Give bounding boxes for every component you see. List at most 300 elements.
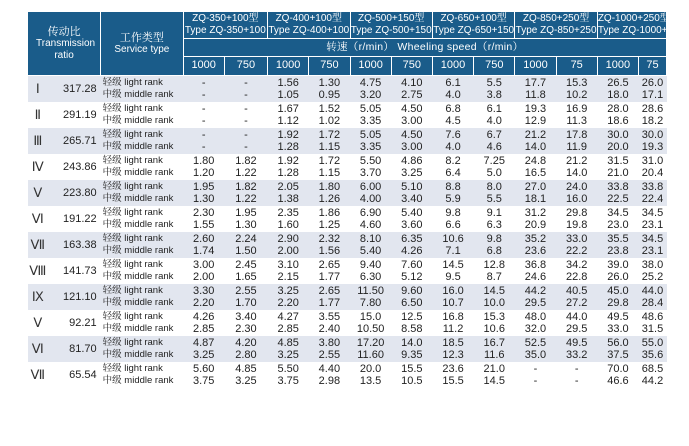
- gear-stage-numeral: Ⅸ: [28, 284, 49, 310]
- middle-rank-speed: -: [201, 115, 206, 127]
- middle-rank-speed: 1.77: [318, 271, 341, 283]
- light-rank-speed: 4.50: [401, 129, 423, 141]
- speed-value-cell: [268, 76, 309, 103]
- light-rank-speed: -: [244, 129, 248, 141]
- light-rank-speed: 68.5: [641, 363, 664, 375]
- middle-rank-speed: 1.38: [277, 193, 299, 205]
- service-header-en: Service type: [114, 43, 170, 55]
- light-rank-speed: 4.85: [235, 363, 257, 375]
- speed-value-cell: [474, 128, 515, 154]
- light-rank-speed: 2.60: [192, 233, 215, 245]
- light-rank-label: 轻级 light rank: [102, 259, 163, 270]
- speed-value-cell: [350, 180, 391, 206]
- speed-value-cell: [309, 258, 350, 284]
- light-rank-speed: 45.0: [607, 285, 629, 297]
- light-rank-speed: 1.80: [318, 181, 341, 193]
- light-rank-speed: 36.8: [524, 259, 547, 271]
- middle-rank-speed: 1.70: [235, 297, 257, 309]
- table-row: [28, 180, 667, 206]
- middle-rank-speed: 10.5: [401, 375, 423, 387]
- light-rank-speed: 19.3: [524, 103, 547, 115]
- light-rank-speed: 23.6: [442, 363, 464, 375]
- rpm-header-cell: 1000: [268, 57, 309, 76]
- speed-value-cell: [639, 206, 667, 232]
- speed-value-cell: [224, 180, 267, 206]
- speed-value-cell: [183, 102, 224, 128]
- middle-rank-speed: 3.25: [401, 167, 423, 179]
- light-rank-speed: 33.8: [641, 181, 664, 193]
- transmission-ratio-value: 291.19: [48, 102, 101, 128]
- rpm-header-cell: 1000: [183, 57, 224, 76]
- light-rank-speed: 4.86: [401, 155, 423, 167]
- speed-value-cell: [474, 284, 515, 310]
- speed-value-cell: [309, 154, 350, 180]
- middle-rank-speed: 9.5: [445, 271, 461, 283]
- middle-rank-speed: 23.8: [607, 245, 629, 257]
- speed-value-cell: [639, 336, 667, 362]
- middle-rank-speed: 1.15: [318, 141, 341, 153]
- middle-rank-label: 中级 middle rank: [102, 375, 174, 386]
- middle-rank-speed: 1.15: [318, 167, 341, 179]
- light-rank-speed: 9.60: [401, 285, 423, 297]
- light-rank-speed: 34.5: [641, 207, 664, 219]
- service-type-cell: [101, 206, 183, 232]
- transmission-ratio-value: 163.38: [48, 232, 101, 258]
- speed-value-cell: [556, 310, 597, 336]
- middle-rank-speed: 6.50: [401, 297, 423, 309]
- light-rank-speed: 44.0: [641, 285, 664, 297]
- light-rank-speed: 35.2: [524, 233, 547, 245]
- light-rank-speed: 15.3: [565, 77, 588, 89]
- light-rank-speed: 24.8: [524, 155, 547, 167]
- light-rank-speed: 9.8: [486, 233, 502, 245]
- middle-rank-speed: 2.00: [192, 271, 215, 283]
- light-rank-speed: 1.80: [192, 155, 215, 167]
- middle-rank-speed: 26.0: [607, 271, 629, 283]
- light-rank-speed: 1.67: [277, 103, 299, 115]
- middle-rank-label: 中级 middle rank: [102, 89, 174, 100]
- table-row: [28, 128, 667, 154]
- middle-rank-speed: 1.28: [277, 167, 299, 179]
- light-rank-speed: 3.25: [277, 285, 299, 297]
- service-type-cell: [101, 180, 183, 206]
- light-rank-speed: -: [201, 77, 206, 89]
- light-rank-speed: 4.87: [192, 337, 215, 349]
- middle-rank-speed: 22.8: [565, 271, 588, 283]
- light-rank-speed: 5.40: [401, 207, 423, 219]
- speed-value-cell: [268, 310, 309, 336]
- reducer-speed-table: [27, 11, 685, 388]
- light-rank-speed: 1.72: [318, 129, 341, 141]
- light-rank-speed: 2.30: [192, 207, 215, 219]
- middle-rank-speed: 1.28: [277, 141, 299, 153]
- light-rank-speed: 6.1: [486, 103, 502, 115]
- middle-rank-speed: 3.25: [277, 349, 299, 361]
- speed-value-cell: [224, 206, 267, 232]
- table-row: [28, 362, 667, 388]
- speed-value-cell: [515, 310, 556, 336]
- light-rank-speed: 3.55: [318, 311, 341, 323]
- middle-rank-speed: 22.2: [565, 245, 588, 257]
- speed-value-cell: [391, 284, 432, 310]
- model-name-en: Type ZQ-400+100: [268, 25, 350, 36]
- speed-value-cell: [309, 76, 350, 103]
- middle-rank-speed: 2.30: [235, 323, 257, 335]
- middle-rank-speed: 5.0: [486, 167, 502, 179]
- speed-value-cell: [432, 284, 473, 310]
- rpm-header-cell: 75: [556, 57, 597, 76]
- light-rank-speed: 3.00: [192, 259, 215, 271]
- service-type-cell: [101, 76, 183, 103]
- middle-rank-speed: 6.8: [486, 245, 502, 257]
- middle-rank-speed: 23.6: [524, 245, 547, 257]
- speed-value-cell: [639, 154, 667, 180]
- light-rank-speed: 6.00: [359, 181, 382, 193]
- speed-value-cell: [183, 258, 224, 284]
- speed-value-cell: [391, 232, 432, 258]
- middle-rank-speed: 10.6: [483, 323, 505, 335]
- middle-rank-speed: 3.75: [192, 375, 215, 387]
- middle-rank-speed: 2.40: [318, 323, 341, 335]
- middle-rank-speed: 28.4: [641, 297, 664, 309]
- light-rank-speed: 17.8: [565, 129, 588, 141]
- light-rank-speed: 31.0: [641, 155, 664, 167]
- middle-rank-speed: 18.1: [524, 193, 547, 205]
- gear-stage-numeral: Ⅱ: [28, 102, 49, 128]
- middle-rank-speed: 1.02: [318, 115, 341, 127]
- speed-value-cell: [432, 336, 473, 362]
- middle-rank-speed: 37.5: [607, 349, 629, 361]
- middle-rank-speed: 23.1: [641, 219, 664, 231]
- speed-value-cell: [597, 154, 638, 180]
- middle-rank-speed: 1.55: [192, 219, 215, 231]
- middle-rank-speed: -: [574, 375, 579, 387]
- gear-stage-numeral: Ⅴ: [28, 180, 49, 206]
- service-type-cell: [101, 362, 183, 388]
- light-rank-speed: 8.2: [445, 155, 461, 167]
- middle-rank-speed: 3.40: [401, 193, 423, 205]
- light-rank-speed: 49.5: [607, 311, 629, 323]
- light-rank-speed: 16.0: [442, 285, 464, 297]
- table-header: [28, 12, 685, 76]
- light-rank-speed: 4.75: [359, 77, 382, 89]
- model-name-en: Type ZQ-650+150: [433, 25, 515, 36]
- light-rank-speed: -: [201, 103, 206, 115]
- middle-rank-speed: 6.4: [445, 167, 461, 179]
- speed-value-cell: [309, 336, 350, 362]
- speed-value-cell: [268, 154, 309, 180]
- middle-rank-speed: 4.00: [359, 193, 382, 205]
- light-rank-speed: 2.45: [235, 259, 257, 271]
- middle-rank-speed: 20.9: [524, 219, 547, 231]
- gear-stage-numeral: Ⅳ: [28, 154, 49, 180]
- transmission-ratio-value: 223.80: [48, 180, 101, 206]
- light-rank-speed: 6.90: [359, 207, 382, 219]
- light-rank-label: 轻级 light rank: [102, 207, 163, 218]
- light-rank-speed: 34.5: [641, 233, 664, 245]
- speed-value-cell: [309, 310, 350, 336]
- middle-rank-speed: -: [244, 115, 248, 127]
- light-rank-speed: 40.5: [565, 285, 588, 297]
- middle-rank-speed: 31.5: [641, 323, 664, 335]
- speed-value-cell: [474, 336, 515, 362]
- middle-rank-speed: 2.20: [192, 297, 215, 309]
- middle-rank-speed: 8.58: [401, 323, 423, 335]
- light-rank-speed: 1.95: [192, 181, 215, 193]
- model-name-en: Type ZQ-350+100: [184, 25, 266, 36]
- middle-rank-speed: 3.70: [359, 167, 382, 179]
- speed-value-cell: [639, 310, 667, 336]
- light-rank-speed: 35.5: [607, 233, 629, 245]
- light-rank-speed: 14.5: [442, 259, 464, 271]
- light-rank-speed: 48.0: [524, 311, 547, 323]
- speed-value-cell: [224, 362, 267, 388]
- middle-rank-label: 中级 middle rank: [102, 323, 174, 334]
- light-rank-label: 轻级 light rank: [102, 311, 163, 322]
- light-rank-speed: 52.5: [524, 337, 547, 349]
- middle-rank-speed: 3.00: [401, 115, 423, 127]
- model-header: [183, 12, 267, 39]
- middle-rank-speed: 29.5: [524, 297, 547, 309]
- middle-rank-label: 中级 middle rank: [102, 193, 174, 204]
- table-row: [28, 232, 667, 258]
- speed-value-cell: [224, 336, 267, 362]
- middle-rank-speed: 3.20: [359, 89, 382, 101]
- middle-rank-speed: 2.55: [318, 349, 341, 361]
- light-rank-speed: 27.0: [524, 181, 547, 193]
- middle-rank-speed: 1.22: [235, 193, 257, 205]
- speed-value-cell: [268, 232, 309, 258]
- light-rank-speed: 21.2: [565, 155, 588, 167]
- speed-value-cell: [183, 154, 224, 180]
- middle-rank-speed: 4.0: [445, 89, 461, 101]
- light-rank-speed: 1.56: [277, 77, 299, 89]
- speed-value-cell: [391, 128, 432, 154]
- model-name-cn: ZQ-1000+250型: [597, 13, 670, 24]
- speed-value-cell: [639, 232, 667, 258]
- speed-value-cell: [224, 258, 267, 284]
- light-rank-speed: 6.35: [401, 233, 423, 245]
- light-rank-speed: 5.60: [192, 363, 215, 375]
- light-rank-speed: 5.50: [277, 363, 299, 375]
- middle-rank-label: 中级 middle rank: [102, 349, 174, 360]
- light-rank-speed: 39.0: [607, 259, 629, 271]
- middle-rank-speed: 3.35: [359, 115, 382, 127]
- speed-value-cell: [432, 232, 473, 258]
- middle-rank-speed: 14.0: [524, 141, 547, 153]
- rpm-header-cell: 1000: [432, 57, 473, 76]
- light-rank-speed: 16.8: [442, 311, 464, 323]
- middle-rank-speed: 10.0: [483, 297, 505, 309]
- middle-rank-speed: 1.77: [318, 297, 341, 309]
- light-rank-speed: 17.20: [356, 337, 385, 349]
- light-rank-speed: 2.65: [318, 285, 341, 297]
- speed-value-cell: [474, 76, 515, 103]
- middle-rank-speed: 35.0: [524, 349, 547, 361]
- light-rank-label: 轻级 light rank: [102, 337, 163, 348]
- light-rank-label: 轻级 light rank: [102, 77, 163, 88]
- table-row: [28, 336, 667, 362]
- light-rank-speed: 4.10: [401, 77, 423, 89]
- speed-value-cell: [183, 180, 224, 206]
- light-rank-speed: -: [244, 103, 248, 115]
- light-rank-speed: 8.10: [359, 233, 382, 245]
- transmission-ratio-value: 317.28: [48, 76, 101, 103]
- gear-stage-numeral: Ⅴ: [28, 310, 49, 336]
- middle-rank-speed: 11.60: [357, 349, 384, 361]
- middle-rank-speed: 23.0: [607, 219, 629, 231]
- gear-stage-numeral: Ⅵ: [28, 336, 49, 362]
- light-rank-speed: 1.92: [277, 129, 299, 141]
- middle-rank-label: 中级 middle rank: [102, 271, 174, 282]
- middle-rank-speed: 2.98: [318, 375, 341, 387]
- speed-value-cell: [597, 206, 638, 232]
- transmission-ratio-value: 121.10: [48, 284, 101, 310]
- middle-rank-speed: 3.75: [277, 375, 299, 387]
- service-type-cell: [101, 284, 183, 310]
- middle-rank-speed: 0.95: [318, 89, 341, 101]
- middle-rank-speed: 19.3: [641, 141, 664, 153]
- middle-rank-speed: 1.25: [318, 219, 341, 231]
- speed-value-cell: [515, 362, 556, 388]
- speed-value-cell: [183, 310, 224, 336]
- speed-value-cell: [268, 180, 309, 206]
- speed-value-cell: [474, 258, 515, 284]
- gear-stage-numeral: Ⅷ: [28, 258, 49, 284]
- light-rank-speed: 31.5: [607, 155, 629, 167]
- speed-value-cell: [268, 336, 309, 362]
- light-rank-speed: 12.8: [483, 259, 505, 271]
- middle-rank-speed: 5.12: [401, 271, 423, 283]
- light-rank-speed: 38.0: [641, 259, 664, 271]
- light-rank-speed: 8.0: [486, 181, 502, 193]
- light-rank-speed: 18.5: [442, 337, 464, 349]
- speed-value-cell: [183, 206, 224, 232]
- light-rank-speed: 5.5: [486, 77, 502, 89]
- light-rank-speed: 4.27: [277, 311, 299, 323]
- light-rank-speed: 44.0: [565, 311, 588, 323]
- speed-value-cell: [391, 154, 432, 180]
- middle-rank-speed: 4.26: [401, 245, 423, 257]
- speed-value-cell: [350, 154, 391, 180]
- speed-value-cell: [224, 102, 267, 128]
- speed-value-cell: [268, 102, 309, 128]
- middle-rank-speed: 3.00: [401, 141, 423, 153]
- middle-rank-speed: 1.22: [235, 167, 257, 179]
- service-type-cell: [101, 154, 183, 180]
- speed-value-cell: [515, 76, 556, 103]
- speed-value-cell: [556, 232, 597, 258]
- speed-value-cell: [432, 362, 473, 388]
- middle-rank-speed: 29.8: [607, 297, 629, 309]
- speed-value-cell: [515, 284, 556, 310]
- middle-rank-speed: 8.7: [486, 271, 502, 283]
- model-name-cn: ZQ-850+250型: [522, 13, 590, 24]
- middle-rank-speed: 11.9: [566, 141, 587, 153]
- middle-rank-speed: 32.0: [524, 323, 547, 335]
- light-rank-speed: 16.7: [483, 337, 505, 349]
- rpm-header-cell: 750: [474, 57, 515, 76]
- middle-rank-speed: 5.9: [445, 193, 461, 205]
- light-rank-speed: -: [574, 363, 579, 375]
- light-rank-speed: 5.05: [359, 129, 382, 141]
- speed-value-cell: [350, 232, 391, 258]
- gear-stage-numeral: Ⅶ: [28, 362, 49, 388]
- speed-value-cell: [432, 258, 473, 284]
- speed-value-cell: [309, 284, 350, 310]
- table-row: [28, 102, 667, 128]
- middle-rank-speed: 10.50: [356, 323, 385, 335]
- light-rank-speed: 29.8: [565, 207, 588, 219]
- middle-rank-speed: 25.2: [641, 271, 664, 283]
- middle-rank-label: 中级 middle rank: [102, 297, 174, 308]
- speed-value-cell: [309, 206, 350, 232]
- light-rank-label: 轻级 light rank: [102, 155, 163, 166]
- middle-rank-speed: 2.80: [235, 349, 257, 361]
- transmission-ratio-value: 265.71: [48, 128, 101, 154]
- middle-rank-speed: 11.8: [525, 89, 546, 101]
- speed-value-cell: [639, 362, 667, 388]
- speed-value-cell: [309, 232, 350, 258]
- light-rank-speed: -: [244, 77, 248, 89]
- model-header: [268, 12, 350, 39]
- speed-value-cell: [183, 336, 224, 362]
- middle-rank-speed: 12.3: [442, 349, 464, 361]
- transmission-ratio-value: 92.21: [48, 310, 101, 336]
- model-name-cn: ZQ-350+100型: [192, 13, 259, 24]
- speed-value-cell: [556, 284, 597, 310]
- speed-value-cell: [224, 76, 267, 103]
- speed-value-cell: [597, 232, 638, 258]
- speed-value-cell: [515, 258, 556, 284]
- middle-rank-speed: 27.2: [565, 297, 588, 309]
- light-rank-speed: 9.8: [445, 207, 461, 219]
- model-header: [432, 12, 514, 39]
- light-rank-speed: 2.05: [277, 181, 299, 193]
- speed-value-cell: [515, 232, 556, 258]
- middle-rank-speed: 21.0: [607, 167, 629, 179]
- middle-rank-speed: 1.05: [277, 89, 299, 101]
- speed-value-cell: [350, 310, 391, 336]
- speed-value-cell: [474, 180, 515, 206]
- middle-rank-speed: 4.5: [445, 115, 461, 127]
- speed-value-cell: [597, 180, 638, 206]
- light-rank-speed: 30.0: [641, 129, 664, 141]
- light-rank-speed: 2.90: [277, 233, 299, 245]
- gear-stage-numeral: Ⅰ: [28, 76, 49, 103]
- light-rank-speed: 4.85: [277, 337, 299, 349]
- middle-rank-speed: 11.3: [566, 115, 587, 127]
- middle-rank-speed: 17.1: [641, 89, 664, 101]
- speed-value-cell: [309, 128, 350, 154]
- speed-value-cell: [391, 180, 432, 206]
- speed-value-cell: [515, 206, 556, 232]
- light-rank-speed: 1.95: [235, 207, 257, 219]
- light-rank-label: 轻级 light rank: [102, 129, 163, 140]
- speed-value-cell: [597, 362, 638, 388]
- light-rank-speed: 2.35: [277, 207, 299, 219]
- speed-value-cell: [224, 128, 267, 154]
- middle-rank-speed: 5.40: [359, 245, 382, 257]
- light-rank-speed: 48.6: [641, 311, 664, 323]
- light-rank-speed: 9.1: [486, 207, 502, 219]
- speed-value-cell: [391, 310, 432, 336]
- light-rank-speed: 30.0: [607, 129, 629, 141]
- light-rank-speed: 5.05: [359, 103, 382, 115]
- light-rank-speed: 70.0: [607, 363, 629, 375]
- middle-rank-speed: 4.0: [486, 115, 502, 127]
- speed-value-cell: [350, 284, 391, 310]
